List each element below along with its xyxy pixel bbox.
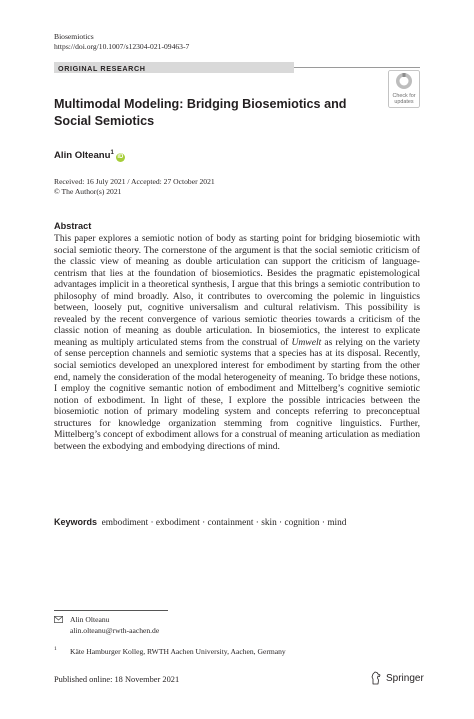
contact-name: Alin Olteanu bbox=[70, 615, 110, 624]
published-online-date: Published online: 18 November 2021 bbox=[54, 675, 180, 684]
article-type-label: ORIGINAL RESEARCH bbox=[58, 63, 146, 73]
author-name[interactable]: Alin Olteanu bbox=[54, 150, 111, 162]
keywords-label: Keywords bbox=[54, 517, 98, 527]
header-rule bbox=[294, 67, 420, 68]
publisher-name[interactable]: Springer bbox=[386, 673, 424, 684]
check-badge-line2: updates bbox=[394, 99, 414, 105]
affiliation-text: Käte Hamburger Kolleg, RWTH Aachen University, Aachen, Germany bbox=[70, 647, 286, 656]
abstract-heading: Abstract bbox=[54, 221, 92, 231]
orcid-icon[interactable]: iD bbox=[117, 154, 124, 161]
footnote-rule bbox=[54, 610, 168, 611]
abstract-text-part1: This paper explores a semiotic notion of body as starting point for bridging biosemiotic with social semiotic theory. The cornerstone of the argument is that the social semiotic criticism of the classic view of meaning as double articulation can support the criticism of language-centrism that lies at the foundation of biosemiotics. Besides the pragmatic epistemological advantages implicit in a theoretical synthesis, I argue that this brings a semiotic contribution to philosophy of mind broadly. Also, it contributes to overcoming the polemic in linguistics between, loosely put, cognitive universalism and cultural relativism. This possibility is revealed by the recent convergence of various semiotic theories towards a criticism of the classic notion of meaning as double articulation. In biosemiotics, the interest to explicate meaning as multiply articulated stems from the construal of bbox=[54, 233, 420, 348]
copyright: © The Author(s) 2021 bbox=[54, 187, 122, 196]
check-badge-line1: Check for bbox=[392, 93, 416, 99]
author-affil-sup: 1 bbox=[110, 150, 114, 156]
keywords-list: embodiment · exbodiment · containment · skin · cognition · mind bbox=[101, 518, 347, 528]
received-accepted-dates: Received: 16 July 2021 / Accepted: 27 October 2021 bbox=[54, 177, 215, 186]
affiliation-number: 1 bbox=[54, 646, 57, 652]
author-line bbox=[54, 147, 125, 162]
springer-horse-icon bbox=[370, 671, 382, 685]
abstract-text-part2: as relying on the variety of sense perception channels and semiotic systems that a species has at its disposal. Recently, social semiotics developed an unexplored interest for embodiment by starting from the other end, namely the consideration of the modal heterogeneity of meaning. To bridge these notions, I employ the cognitive semantic notion of embodiment and Mittelberg’s cognitive semiotic notion of exbodiment. In light of these, I explore the possible intricacies between the biosemiotic notion of primary modeling system and concepts referring to preconceptual structures for knowledge organization stemming from cognitive linguistics. Further, Mittelberg’s concept of exbodiment allows for a construal of meaning articulation as mediation between the exbodying and embodying directions of mind. bbox=[54, 336, 421, 452]
envelope-icon[interactable] bbox=[54, 616, 63, 623]
check-for-updates-badge[interactable] bbox=[388, 70, 420, 108]
contact-email[interactable]: alin.olteanu@rwth-aachen.de bbox=[70, 626, 160, 635]
journal-name: Biosemiotics bbox=[54, 32, 94, 41]
abstract-body bbox=[54, 233, 420, 452]
article-title: Multimodal Modeling: Bridging Biosemiotics and Social Semiotics bbox=[54, 97, 347, 128]
keywords-line bbox=[54, 516, 346, 529]
check-for-updates-icon bbox=[388, 70, 420, 108]
doi-link[interactable]: https://doi.org/10.1007/s12304-021-09463-7 bbox=[54, 42, 190, 51]
abstract-italic-term: Umwelt bbox=[291, 336, 322, 348]
